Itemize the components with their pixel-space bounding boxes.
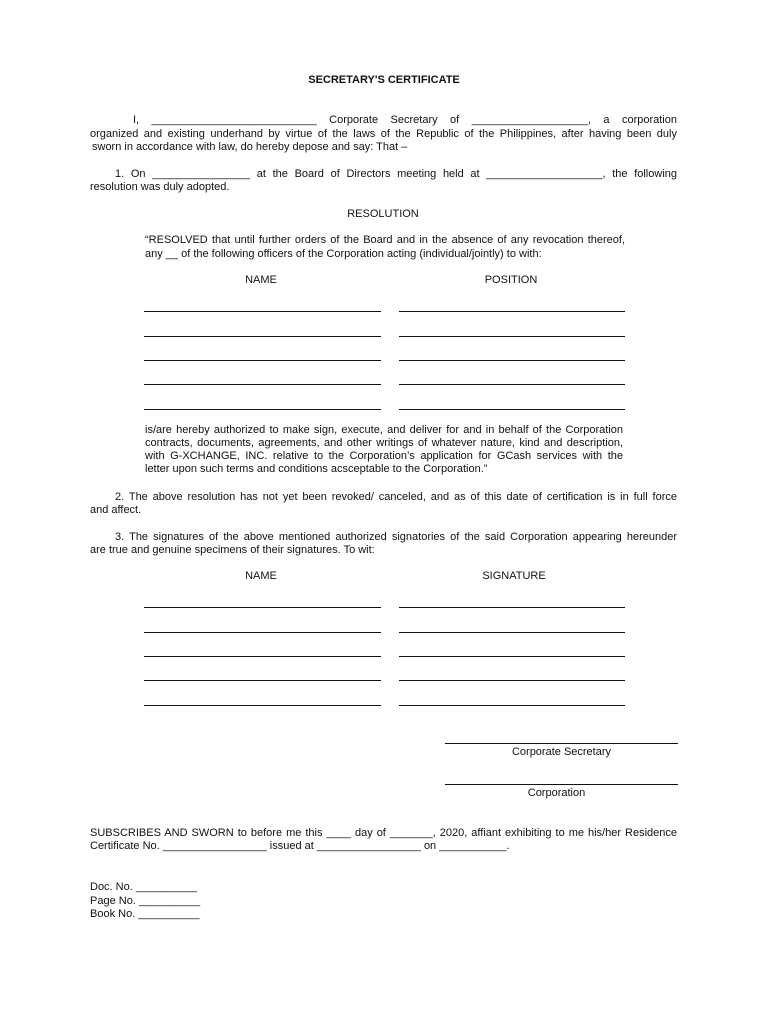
signatory-signature-line[interactable] — [399, 607, 625, 608]
intro-line-3: sworn in accordance with law, do hereby depose and say: That – — [92, 141, 408, 153]
book-number: Book No. __________ — [90, 908, 200, 920]
signatory-name-line[interactable] — [144, 632, 381, 633]
signatory-name-line[interactable] — [144, 607, 381, 608]
intro-line-1: I, ___________________________ Corporate Secretary of ___________________, a corporation — [133, 114, 677, 126]
signatories-name-header: NAME — [245, 570, 277, 582]
officers-name-header: NAME — [245, 274, 277, 286]
item-2-line-2: and affect. — [90, 504, 142, 516]
officer-position-line[interactable] — [399, 384, 625, 385]
officer-name-line[interactable] — [144, 311, 381, 312]
signatories-signature-header: SIGNATURE — [482, 570, 546, 582]
officer-name-line[interactable] — [144, 360, 381, 361]
signatory-name-line[interactable] — [144, 656, 381, 657]
corporation-label: Corporation — [527, 787, 586, 799]
officers-position-header: POSITION — [484, 274, 538, 286]
officer-position-line[interactable] — [399, 360, 625, 361]
resolution-heading: RESOLUTION — [347, 208, 419, 220]
item-2-line-1: 2. The above resolution has not yet been revoked/ canceled, and as of this date of certification is in full force — [115, 491, 677, 503]
item-1-line-2: resolution was duly adopted. — [90, 181, 230, 193]
officer-name-line[interactable] — [144, 336, 381, 337]
authorization-line-1: is/are hereby authorized to make sign, execute, and deliver for and in behalf of the Corporation — [145, 424, 623, 436]
corporate-secretary-label: Corporate Secretary — [511, 746, 612, 758]
signatory-signature-line[interactable] — [399, 705, 625, 706]
resolution-quote-line-2: any __ of the following officers of the Corporation acting (individual/jointly) to with: — [145, 248, 542, 260]
resolution-quote-line-1: “RESOLVED that until further orders of the Board and in the absence of any revocation thereof, — [145, 234, 625, 246]
signatory-name-line[interactable] — [144, 680, 381, 681]
officer-name-line[interactable] — [144, 409, 381, 410]
authorization-line-4: letter upon such terms and conditions acsceptable to the Corporation.” — [145, 463, 488, 475]
authorization-line-3: with G-XCHANGE, INC. relative to the Corporation’s application for GCash services with the — [145, 450, 623, 462]
corporation-line[interactable] — [445, 784, 678, 785]
jurat-line-2: Certificate No. _________________ issued at _________________ on ___________. — [90, 840, 510, 852]
officer-position-line[interactable] — [399, 409, 625, 410]
doc-number: Doc. No. __________ — [90, 881, 198, 893]
item-3-line-1: 3. The signatures of the above mentioned authorized signatories of the said Corporation appearing hereunder — [115, 531, 677, 543]
intro-line-2: organized and existing underhand by virtue of the laws of the Republic of the Philippines, after having been duly — [90, 128, 677, 140]
item-3-line-2: are true and genuine specimens of their signatures. To wit: — [90, 544, 375, 556]
page-number: Page No. __________ — [90, 895, 201, 907]
signatory-signature-line[interactable] — [399, 656, 625, 657]
officer-name-line[interactable] — [144, 384, 381, 385]
signatory-name-line[interactable] — [144, 705, 381, 706]
jurat-line-1: SUBSCRIBES AND SWORN to before me this ____ day of _______, 2020, affiant exhibiting to me his/her Residence — [90, 827, 677, 839]
corporate-secretary-signature-line[interactable] — [445, 743, 678, 744]
officer-position-line[interactable] — [399, 311, 625, 312]
officer-position-line[interactable] — [399, 336, 625, 337]
authorization-line-2: contracts, documents, agreements, and other writings of whatever nature, kind and description, — [145, 437, 623, 449]
document-title: SECRETARY'S CERTIFICATE — [308, 74, 460, 86]
signatory-signature-line[interactable] — [399, 632, 625, 633]
item-1-line-1: 1. On ________________ at the Board of Directors meeting held at ___________________, the following — [115, 168, 677, 180]
signatory-signature-line[interactable] — [399, 680, 625, 681]
